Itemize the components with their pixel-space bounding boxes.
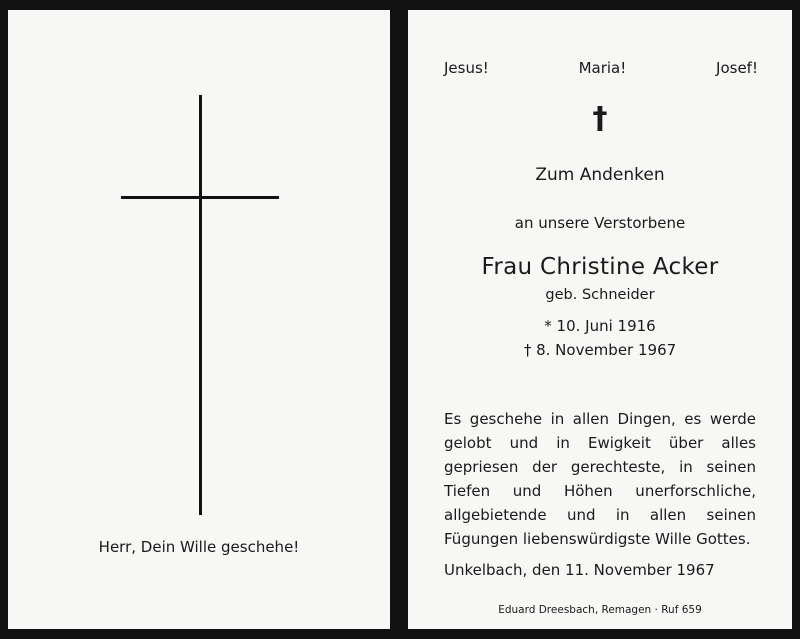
invocations xyxy=(444,59,758,77)
left-caption: Herr, Dein Wille geschehe! xyxy=(98,538,300,556)
place-date: Unkelbach, den 11. November 1967 xyxy=(444,561,715,579)
dedication: an unsere Verstorbene xyxy=(514,214,686,232)
maiden-name: geb. Schneider xyxy=(545,287,655,303)
deceased-name: Frau Christine Acker xyxy=(481,254,719,280)
right-card xyxy=(408,10,792,629)
birth-date: * 10. Juni 1916 xyxy=(544,317,656,335)
invocation-jesus: Jesus! xyxy=(444,59,489,77)
heading: Zum Andenken xyxy=(535,165,665,185)
death-date: † 8. November 1967 xyxy=(523,341,677,359)
prayer-text: Es geschehe in allen Dingen, es werde gelobt und in Ewigkeit über alles gepriesen der gerechteste, in seinen Tiefen und Höhen unerforschliche, allgebietende und in allen seinen Fügungen liebenswürdigste Wille Gottes. xyxy=(444,410,756,548)
invocation-josef: Josef! xyxy=(716,59,758,77)
cross-icon: † xyxy=(592,101,608,136)
invocation-maria: Maria! xyxy=(578,59,627,77)
printer-imprint: Eduard Dreesbach, Remagen · Ruf 659 xyxy=(498,604,702,616)
cross-horizontal-bar xyxy=(121,196,279,199)
cross-vertical-bar xyxy=(199,95,202,515)
left-card xyxy=(8,10,390,629)
